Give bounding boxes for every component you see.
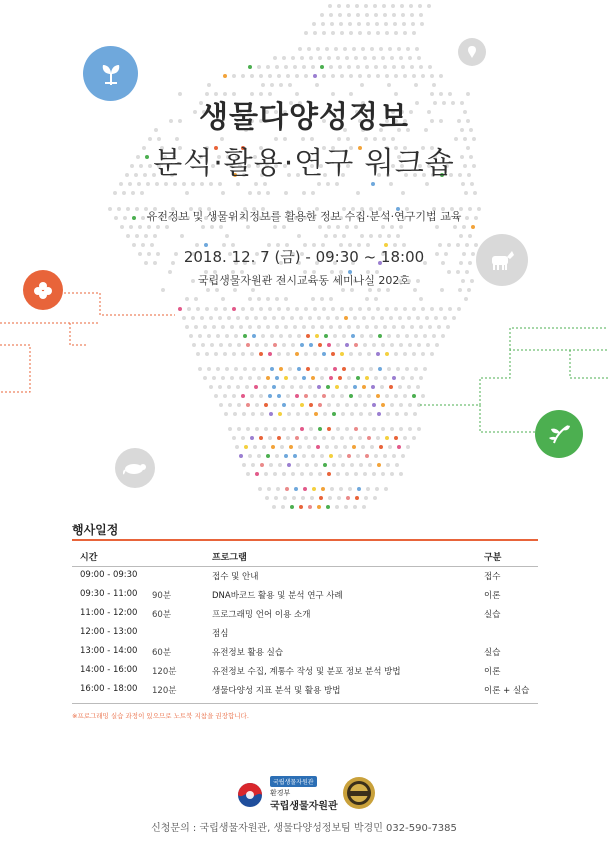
schedule-divider	[72, 539, 538, 541]
table-row	[72, 567, 538, 585]
row-time: 12:00 - 13:00	[80, 627, 138, 637]
row-program: 유전정보 수집, 계통수 작성 및 분포 정보 분석 방법	[212, 667, 401, 677]
table-row	[72, 662, 538, 680]
table-row	[72, 643, 538, 661]
certification-seal-icon	[342, 776, 376, 810]
header-program: 프로그램	[212, 553, 247, 563]
subtitle: 유전정보 및 생물위치정보를 활용한 정보 수집·분석·연구기법 교육	[146, 210, 462, 223]
table-row	[72, 624, 538, 642]
row-duration: 120분	[152, 667, 177, 677]
row-type: 실습	[484, 648, 501, 658]
row-duration: 120분	[152, 686, 177, 696]
table-row	[72, 681, 538, 699]
ministry-name: 환경부	[270, 789, 291, 797]
row-program: 유전정보 활용 실습	[212, 648, 284, 658]
table-row	[72, 586, 538, 604]
title-main: 생물다양성정보	[199, 100, 409, 135]
laptop-note: ※프로그래밍 실습 과정이 있으므로 노트북 지참을 권장합니다.	[72, 712, 249, 720]
row-type: 이론	[484, 591, 501, 601]
row-type: 접수	[484, 572, 501, 582]
row-type: 이론	[484, 667, 501, 677]
row-duration: 90분	[152, 591, 172, 601]
event-venue: 국립생물자원관 전시교육동 세미나실 202호	[197, 274, 411, 287]
table-bottom-divider	[72, 703, 538, 704]
government-emblem-icon	[237, 782, 263, 808]
row-program: 프로그래밍 언어 이용 소개	[212, 610, 311, 620]
schedule-title: 행사일정	[72, 523, 119, 537]
row-program: 생물다양성 지표 분석 및 활용 방법	[212, 686, 341, 696]
header-type: 구분	[484, 553, 502, 563]
row-time: 09:30 - 11:00	[80, 589, 138, 599]
contact-info: 신청문의 : 국립생물자원관, 생물다양성정보팀 박경민 032-590-7385	[151, 823, 457, 834]
row-duration: 60분	[152, 648, 172, 658]
event-date: 2018. 12. 7 (금) - 09:30 ~ 18:00	[183, 248, 425, 266]
row-time: 13:00 - 14:00	[80, 646, 138, 656]
org-tag: 국립생물자원관	[270, 776, 317, 787]
row-type: 이론 + 실습	[484, 686, 530, 696]
row-time: 11:00 - 12:00	[80, 608, 138, 618]
row-duration: 60분	[152, 610, 172, 620]
leaf-question-icon	[458, 38, 486, 66]
row-program: DNA바코드 활용 및 분석 연구 사례	[212, 591, 343, 601]
row-time: 14:00 - 16:00	[80, 665, 138, 675]
header-time: 시간	[80, 553, 98, 563]
row-time: 09:00 - 09:30	[80, 570, 138, 580]
table-row	[72, 605, 538, 623]
org-name: 국립생물자원관	[270, 801, 338, 812]
row-type: 실습	[484, 610, 501, 620]
row-program: 점심	[212, 629, 229, 639]
rodent-icon	[115, 448, 155, 488]
plant-icon	[535, 410, 583, 458]
title-sub: 분석·활용·연구 워크숍	[153, 146, 455, 181]
row-time: 16:00 - 18:00	[80, 684, 138, 694]
row-program: 접수 및 안내	[212, 572, 259, 582]
